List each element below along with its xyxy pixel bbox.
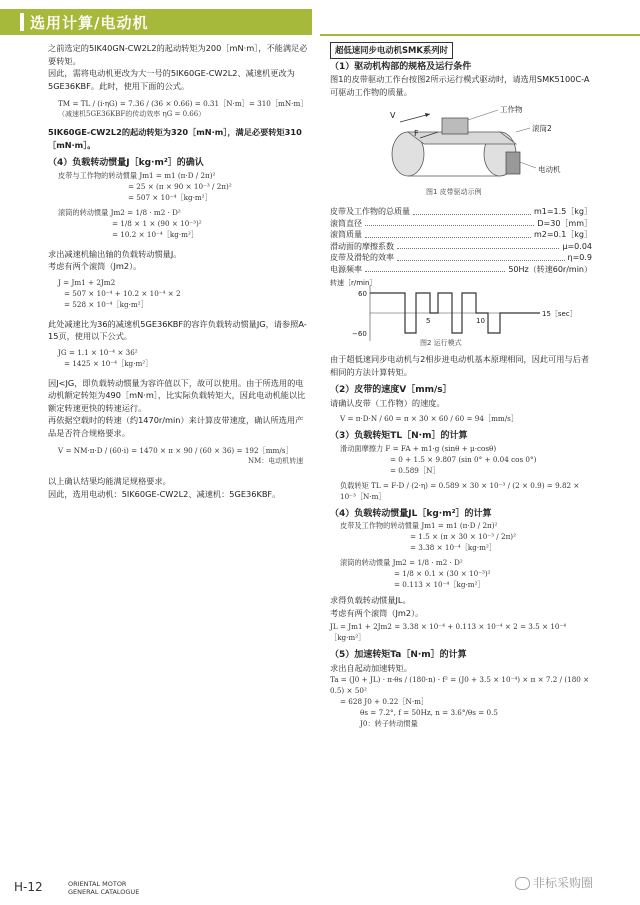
label-f: F xyxy=(414,129,419,138)
belt-drive-diagram xyxy=(330,102,592,198)
figure-caption: 图1 皮带驱动示例 xyxy=(426,188,482,196)
spec-list xyxy=(330,206,592,275)
paragraph: 因此，选用电动机：5IK60GE-CW2L2、减速机：5GE36KBF。 xyxy=(48,488,281,499)
y-tick-top: 60 xyxy=(358,290,367,298)
watermark xyxy=(515,874,593,891)
section-title: （1）驱动机构部的规格及运行条件 xyxy=(330,61,472,72)
formula: Ta = (J0 + JL) · π·θs / (180·n) · f² = (J0 + 3.5 × 10⁻⁴) × π × 7.2 / (180 × 0.5) × 50² xyxy=(330,675,590,695)
leader-line xyxy=(520,162,536,168)
figure-1 xyxy=(330,102,592,198)
formula: 负载转矩 TL = F·D / (2·η) = 0.589 × 30 × 10⁻³ / (2 × 0.9) = 9.82 × 10⁻³［N·m］ xyxy=(340,480,580,501)
leader-line xyxy=(468,110,498,120)
formula: 滚筒的转动惯量 Jm2 = 1/8 · m2 · D² xyxy=(340,558,463,567)
paragraph: 由于超低速同步电动机与2相步进电动机基本原理相同，因此可用与后者相同的方法计算转矩。 xyxy=(330,354,590,377)
formula: = 1425 × 10⁻⁴［kg·m²］ xyxy=(64,358,153,368)
paragraph: 以上确认结果均能满足规格要求。 xyxy=(48,476,171,486)
header-marker xyxy=(20,13,24,31)
box-title: 超低速同步电动机SMK系列时 xyxy=(330,42,453,59)
formula: 滑动面摩擦力 F = FA + m1·g (sinθ + μ·cosθ) xyxy=(340,443,497,453)
x-tick-10: 10 xyxy=(476,317,485,325)
brand-line: ORIENTAL MOTOR xyxy=(68,880,127,888)
section-title: （4）负载转动惯量JL［kg·m²］的计算 xyxy=(330,508,492,519)
formula: θs = 7.2°, f = 50Hz, n = 3.6°/θs = 0.5 xyxy=(360,708,498,717)
y-tick-bottom: −60 xyxy=(352,330,367,338)
work-piece xyxy=(442,118,468,134)
spec-row: 皮带及工作物的总质量 m1=1.5［kg］ xyxy=(330,207,592,216)
page-title: 选用计算/电动机 xyxy=(30,14,149,32)
formula: V = π·D·N / 60 = π × 30 × 60 / 60 = 94［mm/s］ xyxy=(340,414,519,423)
paragraph: 请确认皮带（工作物）的速度。 xyxy=(330,397,445,408)
formula: = 507 × 10⁻⁴ + 10.2 × 10⁻⁴ × 2 xyxy=(64,288,181,298)
x-tick-5: 5 xyxy=(426,317,431,325)
formula: = 0.589［N］ xyxy=(390,465,440,475)
arrow-head xyxy=(425,113,430,117)
formula: = 1/8 × 0.1 × (30 × 10⁻³)² xyxy=(394,569,491,578)
page-number: H-12 xyxy=(14,880,43,894)
footer-brand xyxy=(68,880,139,896)
spec-row: 滚筒直径 D=30［mm］ xyxy=(330,218,592,228)
velocity-arrow xyxy=(400,114,430,122)
paragraph: 之前选定的5IK40GN-CW2L2的起动转矩为200［mN·m］，不能满足必要转矩。 xyxy=(48,43,308,66)
label-roller: 滚筒2 xyxy=(532,124,552,133)
formula: = 528 × 10⁻⁴［kg·m²］ xyxy=(64,299,148,309)
watermark-text: 非标采购圈 xyxy=(533,876,594,890)
formula: = 10.2 × 10⁻⁴［kg·m²］ xyxy=(112,229,199,239)
formula-note: （减速机5GE36KBF的传动效率 ηG = 0.66） xyxy=(58,110,206,118)
formula: JL = Jm1 + 2Jm2 = 3.38 × 10⁻⁴ + 0.113 × 10⁻⁴ × 2 = 3.5 × 10⁻⁴［kg·m²］ xyxy=(330,622,567,642)
brand-line: GENERAL CATALOGUE xyxy=(68,888,140,896)
paragraph: 再依据空载时的转速（约1470r/min）来计算皮带速度，确认所选用产品是否符合规格要求。 xyxy=(48,415,304,438)
formula: = 1.5 × (π × 30 × 10⁻³ / 2π)² xyxy=(410,532,516,541)
section-title: （3）负载转矩TL［N·m］的计算 xyxy=(330,431,468,441)
section-title: （4）负载转动惯量J［kg·m²］的确认 xyxy=(48,158,204,168)
figure-2 xyxy=(330,279,592,347)
paragraph: 求出自起动加速转矩。 xyxy=(330,662,412,673)
x-tick-15: 15［sec］ xyxy=(542,310,577,318)
formula: 皮带及工作物的转动惯量 Jm1 = m1 (π·D / 2π)² xyxy=(340,521,498,530)
paragraph: 5IK60GE-CW2L2的起动转矩为320［mN·m］，满足必要转矩310［mN·m］。 xyxy=(48,127,302,150)
formula: 滚筒的转动惯量 Jm2 = 1/8 · m2 · D² xyxy=(58,207,181,217)
left-column xyxy=(48,42,310,500)
paragraph: 求得负载转动惯量JL。 xyxy=(330,595,411,605)
y-label: 转速［r/min］ xyxy=(330,279,377,287)
paragraph: 因此，需将电动机更改为大一号的5IK60GE-CW2L2、减速机更改为5GE36KBF。此时，使用下面的公式。 xyxy=(48,68,295,91)
label-motor: 电动机 xyxy=(538,165,561,174)
formula: JG = 1.1 × 10⁻⁴ × 36² xyxy=(58,347,138,357)
section-title: （2）皮带的速度V［mm/s］ xyxy=(330,385,452,395)
paragraph: 此处减速比为36的减速机5GE36KBF的容许负载转动惯量JG，请参照A-15页，使用以下公式。 xyxy=(48,318,307,341)
formula: = 1/8 × 1 × (90 × 10⁻³)² xyxy=(112,218,202,228)
formula-note: NM：电动机转速 xyxy=(248,457,304,465)
paragraph: 求出减速机输出轴的负载转动惯量J。 xyxy=(48,248,182,259)
label-work: 工作物 xyxy=(500,105,523,114)
spec-row: 滑动面的摩擦系数 μ=0.04 xyxy=(330,241,592,251)
formula: = 3.38 × 10⁻⁴［kg·m²］ xyxy=(410,543,497,552)
header-rule xyxy=(320,34,640,36)
formula: = 25 × (π × 90 × 10⁻³ / 2π)² xyxy=(128,181,232,191)
spec-row: 滚筒质量 m2=0.1［kg］ xyxy=(330,230,592,239)
formula: TM = TL / (i·ηG) = 7.36 / (36 × 0.66) = 0.31［N·m］= 310［mN·m］ xyxy=(58,99,308,108)
paragraph: 考虑有两个滚筒（Jm2）。 xyxy=(48,261,142,271)
formula: = 0.113 × 10⁻⁴［kg·m²］ xyxy=(394,580,485,589)
formula: J = Jm1 + 2Jm2 xyxy=(58,277,116,287)
motor-shape xyxy=(506,152,520,174)
paragraph: 考虑有两个滚筒（Jm2）。 xyxy=(330,607,424,618)
spec-row: 电源频率 50Hz（转速60r/min） xyxy=(330,264,592,274)
paragraph: 因J<JG，即负载转动惯量为容许值以下，故可以使用。由于所选用的电动机额定转矩为490［mN·m］，比实际负载转矩大，因此电动机能以比额定转速更快的转速运行。 xyxy=(48,377,306,413)
wechat-icon xyxy=(515,877,530,890)
formula: J0：转子转动惯量 xyxy=(360,719,418,728)
formula: = 507 × 10⁻⁴［kg·m²］ xyxy=(128,192,212,202)
page-header xyxy=(0,0,640,36)
section-title: （5）加速转矩Ta［N·m］的计算 xyxy=(330,650,467,660)
leader-line xyxy=(516,128,530,132)
paragraph: 图1的皮带驱动工作台按图2所示运行模式驱动时，请选用SMK5100C-A可驱动工作物的质量。 xyxy=(330,74,590,97)
formula: = 0 + 1.5 × 9.807 (sin 0° + 0.04 cos 0°) xyxy=(390,454,537,464)
spec-row: 皮带及滑轮的效率 η=0.9 xyxy=(330,253,592,262)
figure-caption: 图2 运行模式 xyxy=(420,339,462,347)
formula: = 628 J0 + 0.22［N·m］ xyxy=(340,697,429,706)
label-v: V xyxy=(390,111,396,120)
formula: 皮带与工作物的转动惯量 Jm1 = m1 (π·D / 2π)² xyxy=(58,170,216,180)
right-column xyxy=(330,42,592,729)
formula: V = NM·π·D / (60·i) = 1470 × π × 90 / (60 × 36) = 192［mm/s］ xyxy=(58,446,293,455)
